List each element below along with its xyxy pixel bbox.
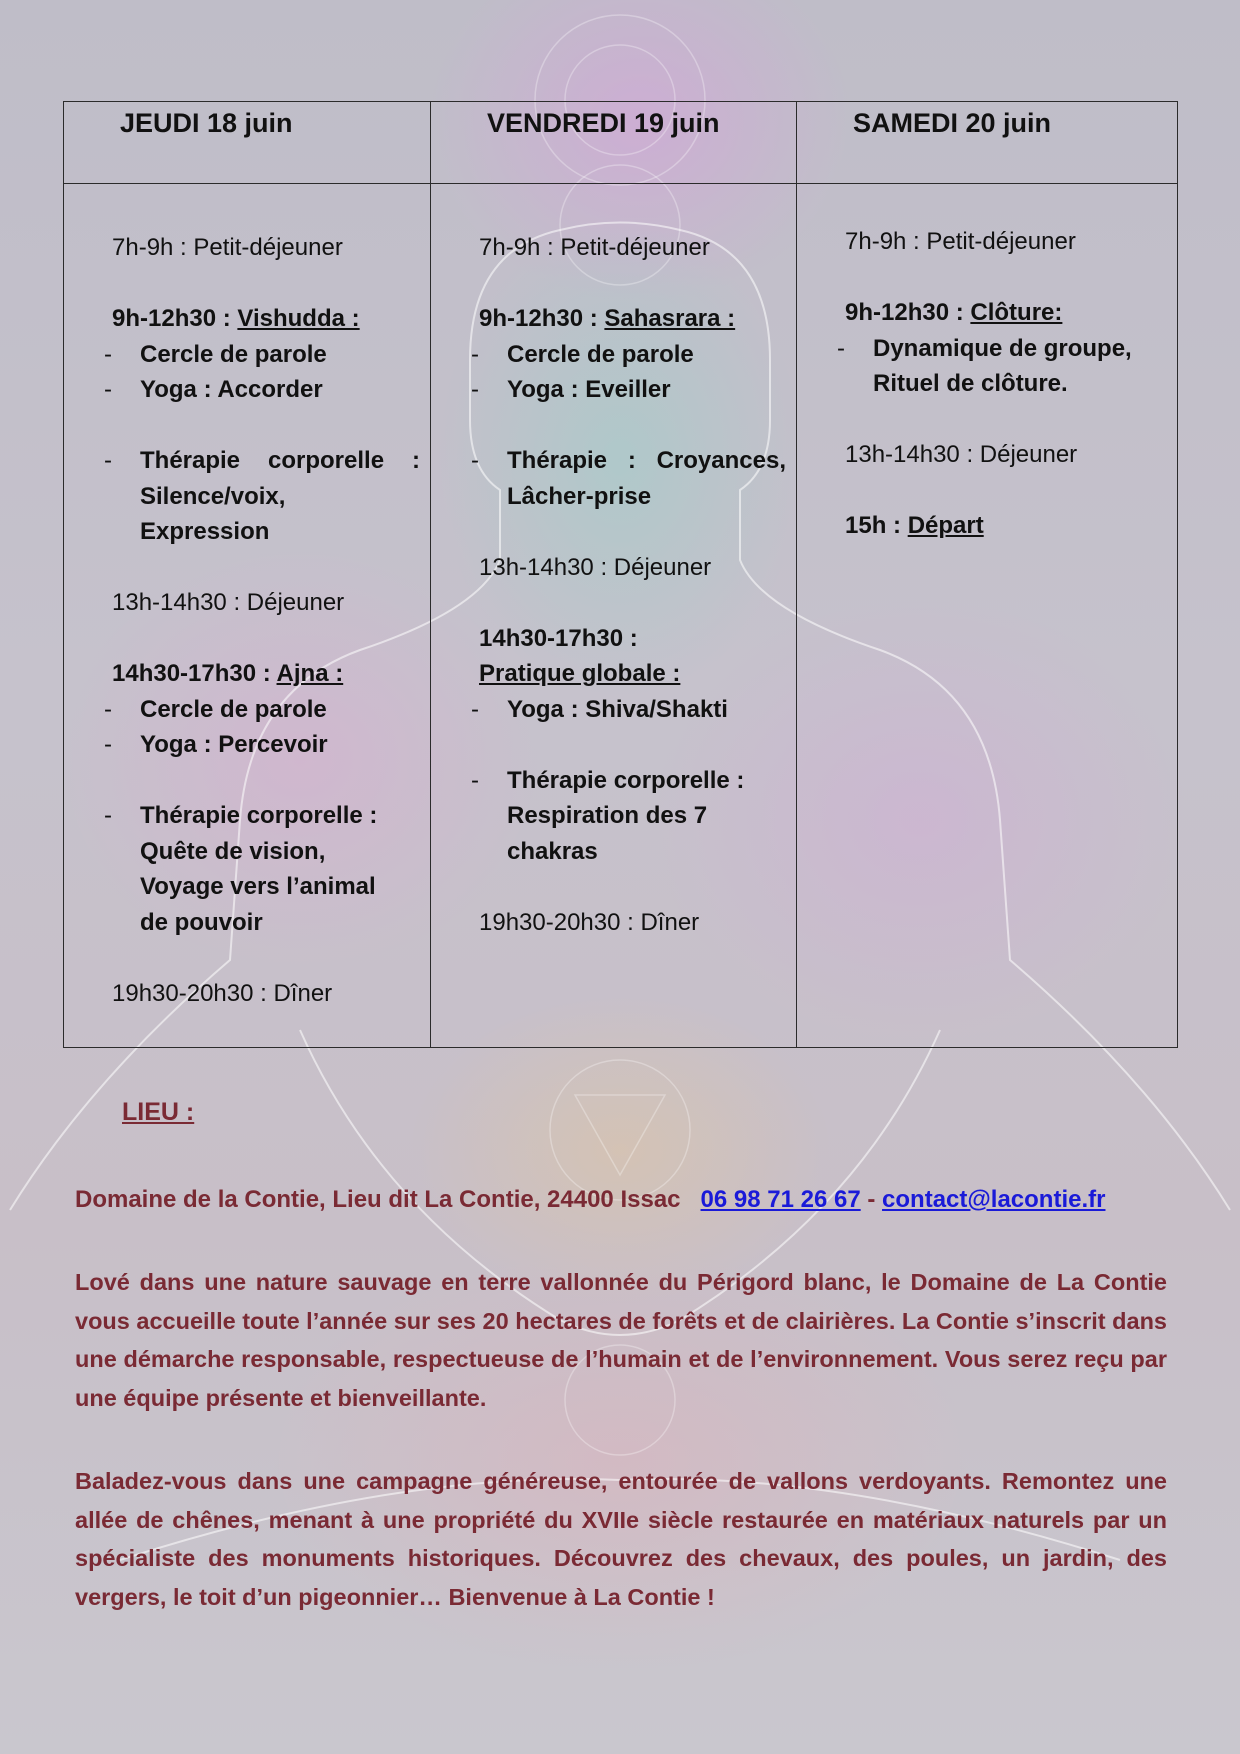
- separator: -: [867, 1186, 876, 1213]
- day-header-thursday: JEUDI 18 juin: [64, 102, 431, 184]
- lunch: 13h-14h30 : Déjeuner: [112, 589, 345, 616]
- address-line: [75, 1182, 1165, 1218]
- departure: 15h : Départ: [845, 512, 984, 539]
- activity-item: - Cercle de parole: [479, 337, 786, 373]
- email-link[interactable]: contact@lacontie.fr: [882, 1186, 1106, 1213]
- session-name: Vishudda :: [237, 305, 360, 332]
- morning-session: 9h-12h30 : Sahasrara :: [479, 305, 736, 332]
- activity-item: - Cercle de parole: [112, 337, 420, 373]
- dinner: 19h30-20h30 : Dîner: [479, 908, 700, 936]
- dinner: 19h30-20h30 : Dîner: [112, 979, 333, 1007]
- departure-label: Départ: [907, 512, 984, 539]
- activity-item: - Yoga : Percevoir: [112, 727, 420, 763]
- session-name: Pratique globale :: [479, 660, 681, 687]
- day-schedule-saturday: [797, 184, 1178, 1048]
- session-name: Clôture:: [970, 299, 1063, 326]
- day-schedule-friday: [431, 184, 797, 1048]
- venue-description-paragraph: Lové dans une nature sauvage en terre vallonnée du Périgord blanc, le Domaine de La Contie vous accueille toute l’année sur ses 20 hectares de forêts et de clairières. La Contie s’inscrit dans une démarche responsable, respectueuse de l’humain et de l’environnement. Vous serez reçu par une équipe présente et bienveillante.: [75, 1269, 1167, 1411]
- breakfast: 7h-9h : Petit-déjeuner: [112, 234, 343, 261]
- address: Domaine de la Contie, Lieu dit La Contie, 24400 Issac: [75, 1186, 681, 1213]
- session-name: Ajna :: [276, 660, 344, 687]
- therapy-item: - Thérapie corporelle : Silence/voix, Expression: [112, 443, 420, 550]
- therapy-item: - Thérapie corporelle : Respiration des 7 chakras: [479, 763, 786, 870]
- lunch: 13h-14h30 : Déjeuner: [479, 553, 712, 581]
- activity-item: - Yoga : Eveiller: [479, 372, 786, 408]
- breakfast: 7h-9h : Petit-déjeuner: [845, 228, 1076, 255]
- day-schedule-thursday: [64, 184, 431, 1048]
- breakfast: 7h-9h : Petit-déjeuner: [479, 234, 710, 261]
- morning-session: 9h-12h30 : Clôture:: [845, 299, 1063, 326]
- session-name: Sahasrara :: [604, 305, 736, 332]
- activity-item: - Dynamique de groupe, Rituel de clôture.: [845, 331, 1167, 402]
- lieu-heading: LIEU :: [122, 1098, 195, 1126]
- lunch: 13h-14h30 : Déjeuner: [845, 441, 1078, 468]
- activity-item: - Yoga : Shiva/Shakti: [479, 692, 786, 728]
- afternoon-session: 14h30-17h30 : Ajna :: [112, 660, 344, 687]
- activity-item: - Yoga : Accorder: [112, 372, 420, 408]
- day-header-saturday: SAMEDI 20 juin: [797, 102, 1178, 184]
- therapy-item: - Thérapie corporelle : Quête de vision, Voyage vers l’animal de pouvoir: [112, 798, 420, 940]
- therapy-item: - Thérapie : Croyances, Lâcher-prise: [479, 443, 786, 514]
- afternoon-session-time: 14h30-17h30 :: [479, 624, 638, 652]
- schedule-table: [63, 101, 1178, 1048]
- morning-session: 9h-12h30 : Vishudda :: [112, 305, 360, 332]
- venue-walk-paragraph: Baladez-vous dans une campagne généreuse, entourée de vallons verdoyants. Remontez une allée de chênes, menant à une propriété du XVIIe siècle restaurée en matériaux naturels par un spécialiste des monuments historiques. Découvrez des chevaux, des poules, un jardin, des vergers, le toit d’un pigeonnier… Bienvenue à La Contie !: [75, 1468, 1167, 1610]
- phone-link[interactable]: 06 98 71 26 67: [700, 1186, 861, 1213]
- activity-item: - Cercle de parole: [112, 692, 420, 728]
- day-header-friday: VENDREDI 19 juin: [431, 102, 797, 184]
